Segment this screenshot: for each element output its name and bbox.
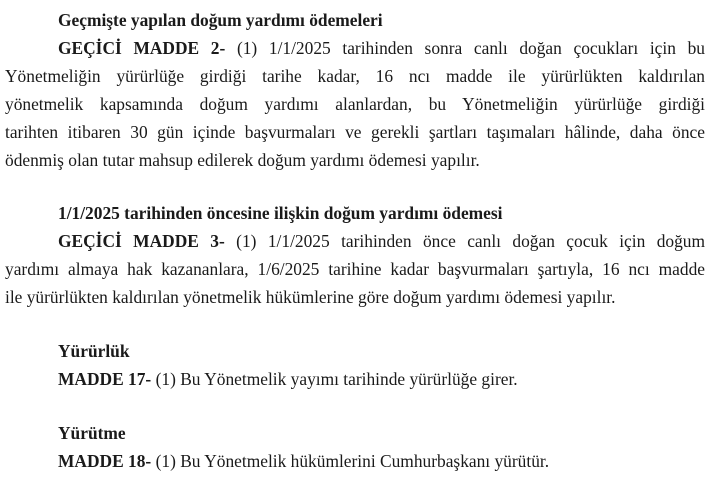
article-text-line: ile yürürlükten kaldırılan yönetmelik hükümlerine göre doğum yardımı ödemesi yapılır. (5, 287, 616, 307)
article-text-line: tarihten itibaren 30 gün içinde başvurmaları ve gerekli şartları taşımaları hâlinde, daha önce (5, 122, 705, 142)
article-text: (1) 1/1/2025 tarihinden sonra canlı doğan çocukları için bu (225, 38, 705, 58)
section-heading: Yürütme (58, 423, 126, 443)
article-text-line: ödenmiş olan tutar mahsup edilerek doğum yardımı ödemesi yapılır. (5, 150, 480, 170)
article-text: (1) Bu Yönetmelik yayımı tarihinde yürürlüğe girer. (151, 369, 518, 389)
article-label: MADDE 17- (58, 369, 152, 389)
article-text-line: yönetmelik kapsamında doğum yardımı alanlardan, bu Yönetmeliğin yürürlüğe girdiği (5, 94, 705, 114)
section-heading: 1/1/2025 tarihinden öncesine ilişkin doğum yardımı ödemesi (58, 203, 503, 223)
article-text: (1) Bu Yönetmelik hükümlerini Cumhurbaşkanı yürütür. (151, 451, 550, 471)
article-text-line: yardımı almaya hak kazananlara, 1/6/2025 tarihine kadar başvurmaları şartıyla, 16 ncı madde (5, 259, 705, 279)
section-heading: Geçmişte yapılan doğum yardımı ödemeleri (58, 10, 383, 30)
article-label: MADDE 18- (58, 451, 152, 471)
article-label: GEÇİCİ MADDE 3- (58, 231, 225, 251)
article-text-line: Yönetmeliğin yürürlüğe girdiği tarihe kadar, 16 ncı madde ile yürürlükten kaldırılan (5, 66, 705, 86)
article-first-line (58, 367, 518, 391)
section-heading: Yürürlük (58, 341, 130, 361)
article-first-line (58, 449, 549, 473)
article-first-line (58, 229, 705, 253)
article-label: GEÇİCİ MADDE 2- (58, 38, 226, 58)
article-first-line (58, 36, 705, 60)
article-text: (1) 1/1/2025 tarihinden önce canlı doğan çocuk için doğum (224, 231, 706, 251)
